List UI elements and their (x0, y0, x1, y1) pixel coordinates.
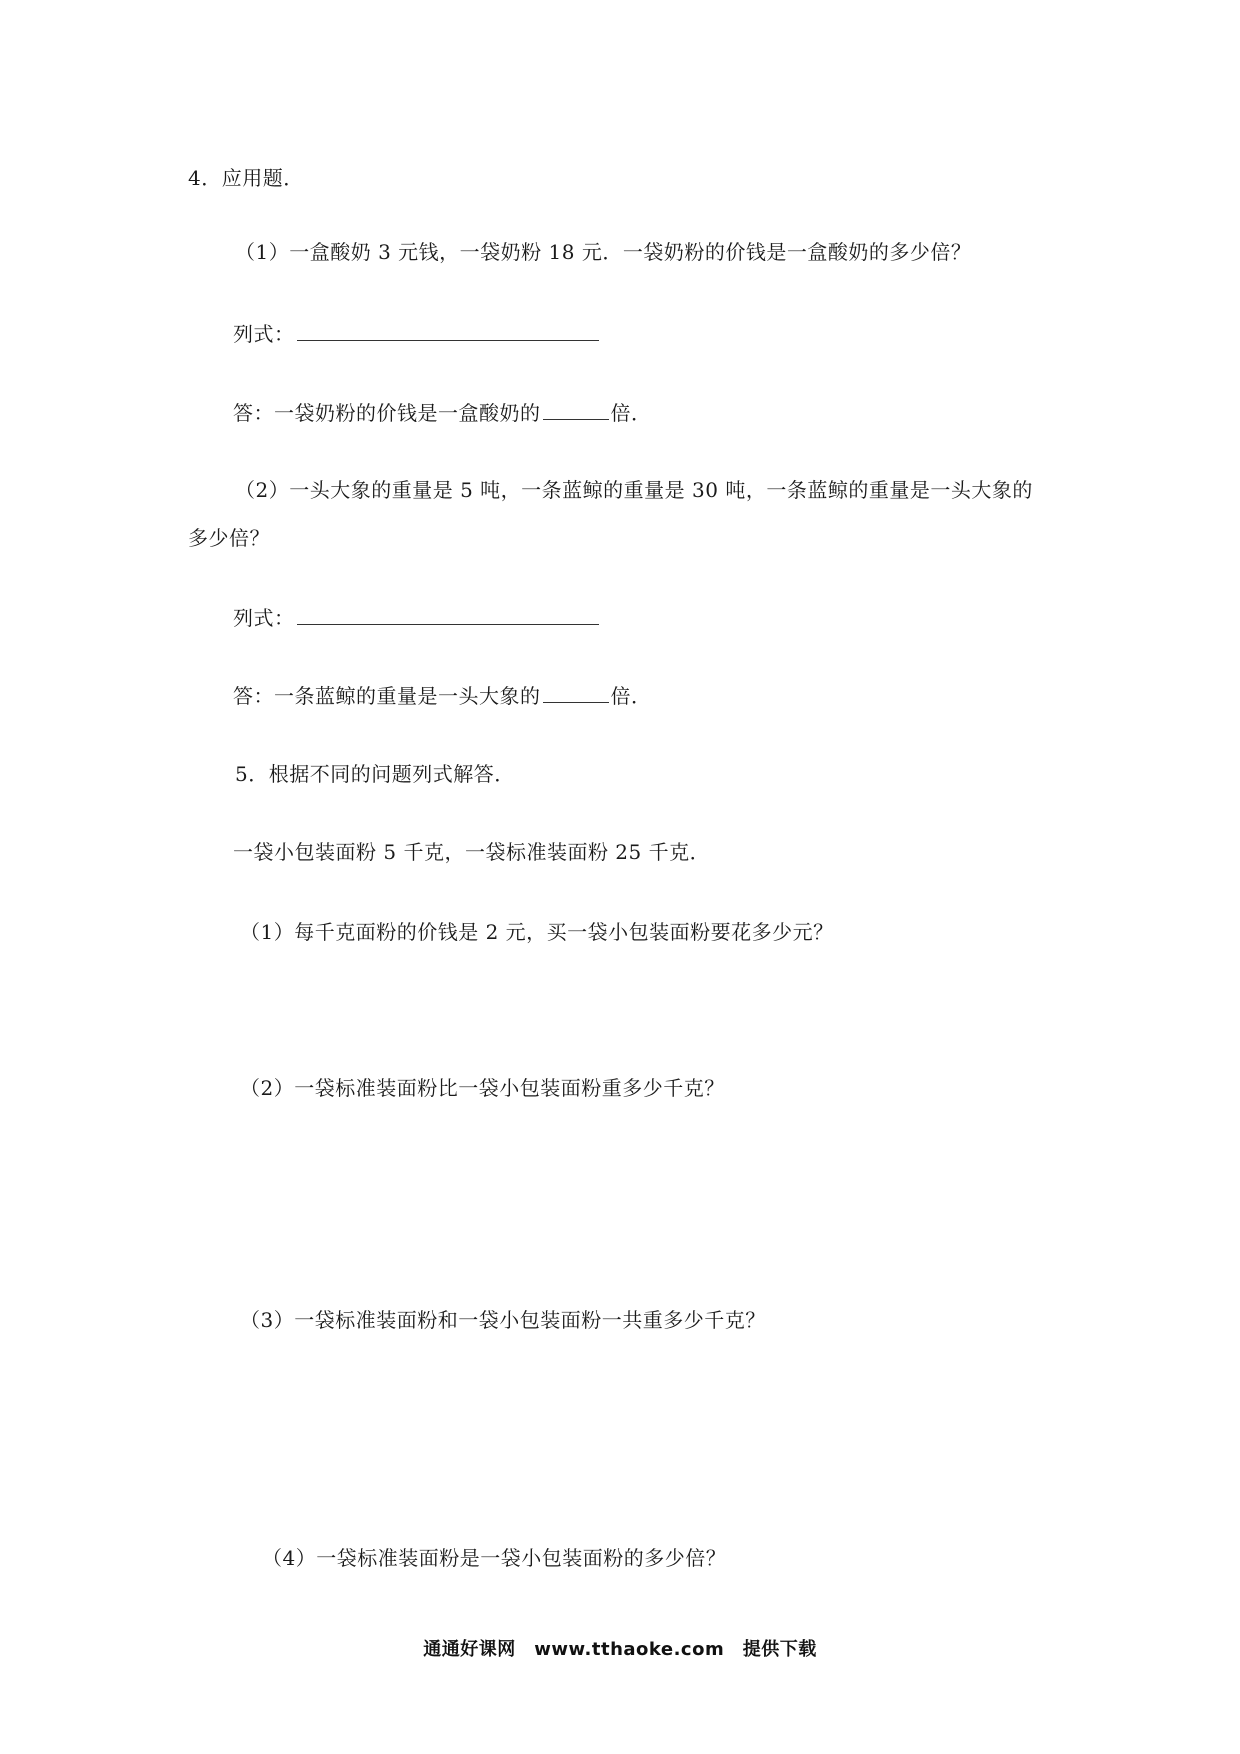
q5-intro: 一袋小包装面粉 5 千克，一袋标准装面粉 25 千克． (233, 840, 711, 864)
q4-heading: 4．应用题． (188, 166, 304, 190)
q4-part1-formula-row (233, 318, 599, 348)
q4-part2-answer-prefix: 答：一条蓝鲸的重量是一头大象的 (233, 684, 541, 708)
q4-part2-answer-blank[interactable] (543, 680, 609, 703)
q4-part2-question-line2: 多少倍？ (188, 526, 270, 550)
q4-part2-answer-row (233, 680, 652, 710)
q4-part1-answer-blank[interactable] (543, 397, 609, 420)
q5-part2: （2）一袋标准装面粉比一袋小包装面粉重多少千克？ (240, 1076, 725, 1100)
q4-part2-formula-blank[interactable] (297, 602, 599, 625)
q4-part1-question: （1）一盒酸奶 3 元钱，一袋奶粉 18 元．一袋奶粉的价钱是一盒酸奶的多少倍？ (235, 240, 972, 264)
q4-part2-formula-row (233, 602, 599, 632)
q5-part4: （4）一袋标准装面粉是一袋小包装面粉的多少倍？ (262, 1546, 727, 1570)
q5-heading: 5．根据不同的问题列式解答． (235, 762, 515, 786)
q4-part1-answer-row (233, 397, 652, 427)
q4-part2-answer-suffix: 倍． (610, 684, 652, 708)
q4-part1-answer-prefix: 答：一袋奶粉的价钱是一盒酸奶的 (233, 401, 541, 425)
q4-part1-answer-suffix: 倍． (610, 401, 652, 425)
q4-part2-question-line1: （2）一头大象的重量是 5 吨，一条蓝鲸的重量是 30 吨，一条蓝鲸的重量是一头大象的 (235, 478, 1033, 502)
q5-part3: （3）一袋标准装面粉和一袋小包装面粉一共重多少千克？ (240, 1308, 766, 1332)
q4-part1-formula-blank[interactable] (297, 318, 599, 341)
q4-part2-formula-label: 列式： (233, 606, 295, 630)
q4-part1-formula-label: 列式： (233, 322, 295, 346)
q5-part1: （1）每千克面粉的价钱是 2 元，买一袋小包装面粉要花多少元？ (240, 920, 834, 944)
page-footer: 通通好课网 www.tthaoke.com 提供下载 (423, 1639, 817, 1660)
